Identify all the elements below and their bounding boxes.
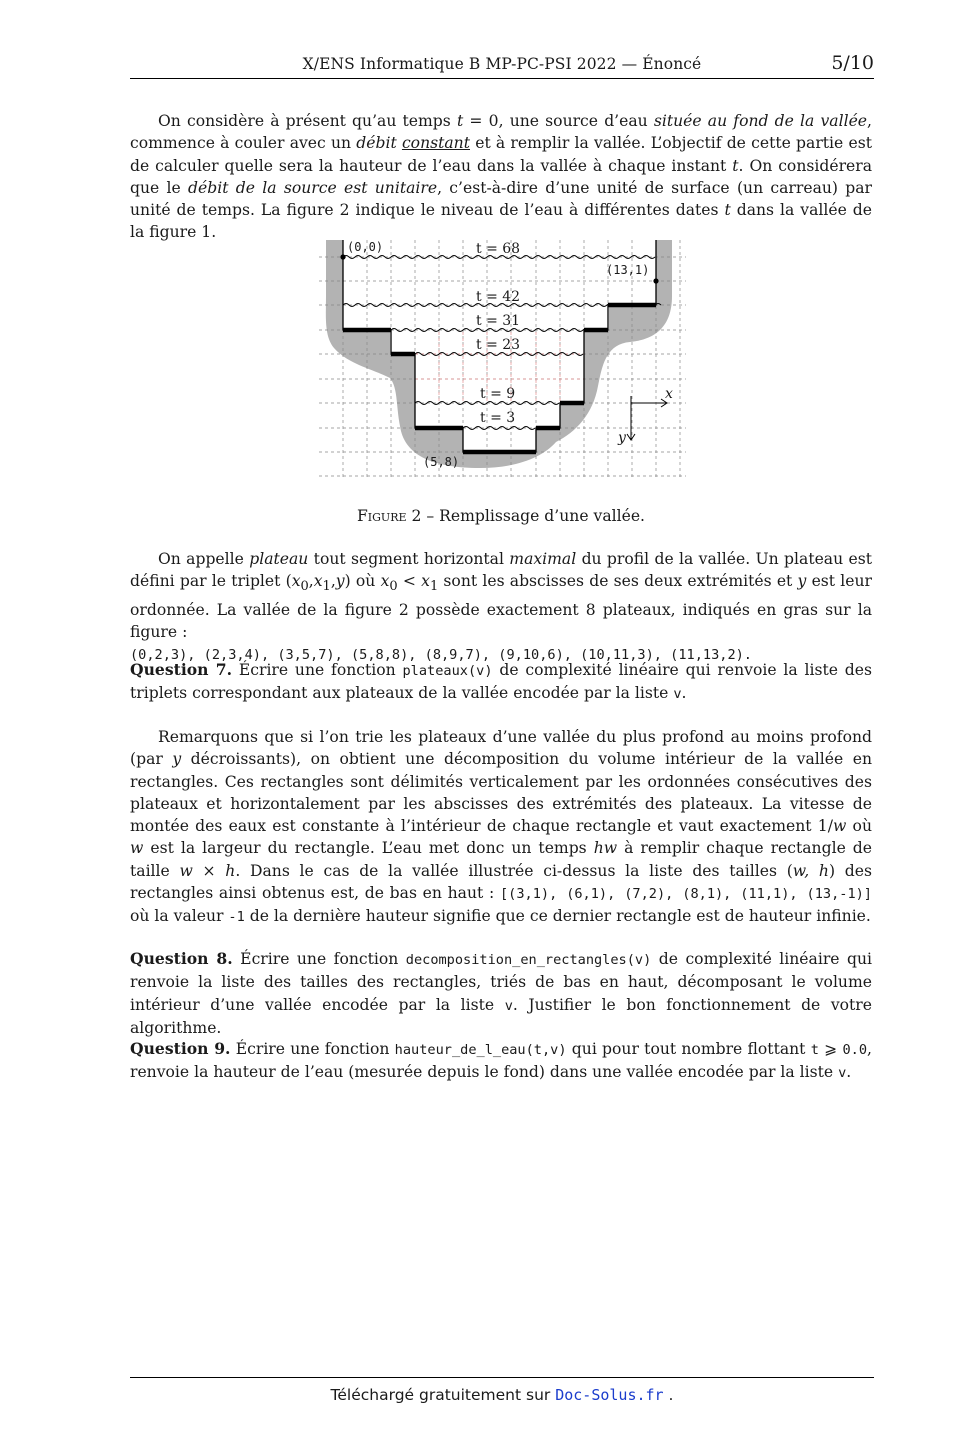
label-t3: t = 3 [480,410,516,426]
label-origin: (0,0) [347,240,384,254]
label-bottom: (5,8) [423,455,460,469]
paragraph-plateau: On appelle plateau tout segment horizontal maximal du profil de la vallée. Un plateau est défini par le triplet $(x_0,x_1,y)$ où $x_0 < x_1$ sont les abscisses de ses deux extrémités et y est leur ordonnée. La vallée de la figure 2 possède exactement 8 plateaux, indiqués en gras sur la figure : (0,2,3), (2,3,4), (3,5,7), (5,8,8), (8,9,7), (9,10,6), (10,11,3), (11,13,2). [130,550,872,664]
page-footer: Téléchargé gratuitement sur Doc-Solus.fr . [330,1386,674,1404]
label-t23: t = 23 [476,337,521,353]
label-t31: t = 31 [476,313,521,329]
paragraph-intro: On considère à présent qu’au temps t = 0, une source d’eau située au fond de la vallée, commence à couler avec un débit constant et à remplir la vallée. L’objectif de cette partie est de calculer quelle sera la hauteur de l’eau dans la vallée à chaque instant t. On considérera que le débit de la source est unitaire, c’est-à-dire d’une unité de surface (un carreau) par unité de temps. La figure 2 indique le niveau de l’eau à différentes dates t dans la vallée de la figure 1. [130,112,873,242]
label-t68: t = 68 [476,241,521,257]
page-number: 5/10 [831,52,874,74]
valley-figure [310,236,690,482]
axis-arrows [627,396,667,440]
label-t9: t = 9 [480,386,516,402]
page-header [130,52,874,79]
question-7: Question 7. Écrire une fonction plateaux(v) de complexité linéaire qui renvoie la liste des triplets correspondant aux plateaux de la vallée encodée par la liste v. [130,660,872,703]
label-right-top: (13,1) [606,263,650,277]
axis-y-label: y [618,430,626,446]
footer-rule [130,1377,874,1378]
figure-caption: Figure 2 – Remplissage d’une vallée. [356,507,646,525]
paragraph-rectangles: Remarquons que si l’on trie les plateaux d’une vallée du plus profond au moins profond (par y décroissants), on obtient une décomposition du volume intérieur de la vallée en rectangles. Ces rectangles sont délimités verticalement par les ordonnées consécutives des plateaux et horizontalement par les abscisses des extrémités des plateaux. La vitesse de montée des eaux est constante à l’intérieur de chaque rectangle et vaut exactement 1/w où w est la largeur du rectangle. L’eau met donc un temps hw à remplir chaque rectangle de taille w × h. Dans le cas de la vallée illustrée ci-dessus la liste des tailles (w, h) des rectangles ainsi obtenus est, de bas en haut : [(3,1), (6,1), (7,2), (8,1), (11,1), (13,-1)] où la valeur -1 de la dernière hauteur signifie que ce dernier rectangle est de hauteur infinie. [130,728,873,926]
end-point [653,278,658,283]
plateaux-list: (0,2,3), (2,3,4), (3,5,7), (5,8,8), (8,9,7), (9,10,6), (10,11,3), (11,13,2). [130,647,752,664]
question-9: Question 9. Écrire une fonction hauteur_de_l_eau(t,v) qui pour tout nombre flottant t ⩾ 0.0, renvoie la hauteur de l’eau (mesurée depuis le fond) dans une vallée encodée par la liste v. [130,1039,872,1082]
question-8: Question 8. Écrire une fonction decomposition_en_rectangles(v) de complexité linéaire qui renvoie la liste des tailles des rectangles, triés de bas en haut, décomposant le volume intérieur d’une vallée encodée par la liste v. Justifier le bon fonctionnement de votre algorithme. [130,949,872,1037]
label-t42: t = 42 [476,289,521,305]
header-title: X/ENS Informatique B MP-PC-PSI 2022 — Énoncé [302,55,702,73]
doc-solus-link[interactable]: Doc-Solus.fr [555,1386,664,1404]
valley-diagram [310,236,690,482]
axis-x-label: x [665,386,673,402]
